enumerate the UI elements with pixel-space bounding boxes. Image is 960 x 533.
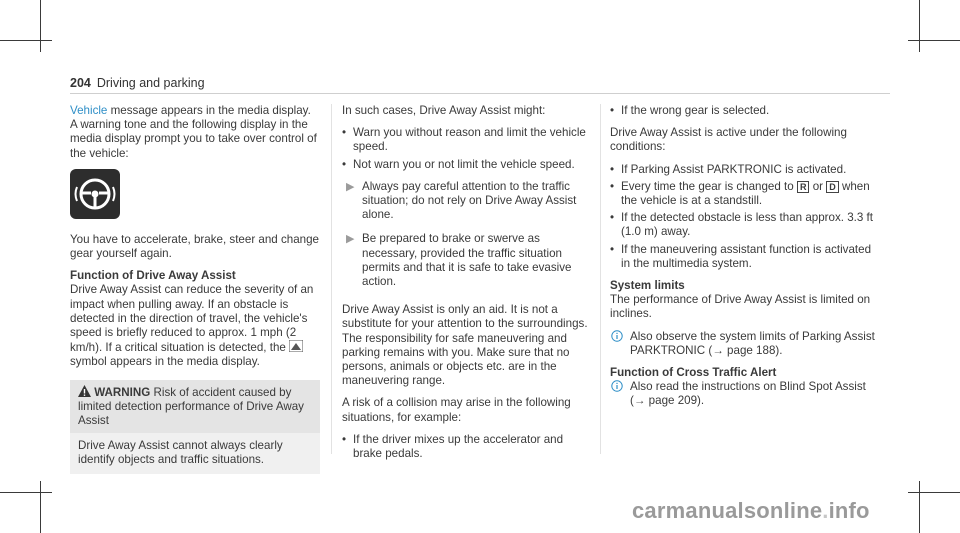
function-text-end: symbol appears in the media display. bbox=[70, 355, 260, 369]
column-divider bbox=[331, 104, 332, 454]
column-divider bbox=[600, 104, 601, 454]
column-3 bbox=[610, 104, 880, 415]
crop-mark bbox=[919, 0, 920, 52]
note-text: Also observe the system limits of Parking Assist PARKTRONIC (→ page 188). bbox=[630, 329, 875, 357]
list-item: • If the wrong gear is selected. bbox=[610, 104, 880, 118]
collision-paragraph: A risk of a collision may arise in the following situations, for example: bbox=[342, 396, 571, 424]
crop-mark bbox=[0, 40, 52, 41]
crop-mark bbox=[0, 492, 52, 493]
function-paragraph bbox=[70, 283, 320, 369]
cases-list bbox=[342, 126, 592, 172]
system-limits-paragraph: The performance of Drive Away Assist is limited on inclines. bbox=[610, 293, 871, 321]
tip-item bbox=[342, 232, 592, 289]
note-text: Also read the instructions on Blind Spot Assist (→ page 209). bbox=[630, 380, 866, 408]
note-item bbox=[610, 380, 880, 408]
crop-mark bbox=[919, 481, 920, 533]
list-item: • Not warn you or not limit the vehicle speed. bbox=[342, 158, 592, 172]
watermark bbox=[632, 498, 870, 524]
warning-box bbox=[70, 380, 320, 474]
collision-list-continued bbox=[610, 104, 880, 118]
cases-intro: In such cases, Drive Away Assist might: bbox=[342, 104, 546, 117]
info-icon bbox=[611, 380, 623, 392]
tip-text: Be prepared to brake or swerve as necessary, provided the traffic situation permits and that it is safe to take evasive action. bbox=[362, 232, 572, 289]
steering-wheel-warning-icon bbox=[70, 169, 120, 219]
list-item: • If the detected obstacle is less than approx. 3.3 ft (1.0 m) away. bbox=[610, 211, 880, 239]
watermark-dot: . bbox=[822, 498, 829, 523]
list-item: • If the driver mixes up the accelerator and brake pedals. bbox=[342, 433, 592, 461]
watermark-tld: info bbox=[828, 498, 870, 523]
info-icon bbox=[611, 330, 623, 342]
tip-item bbox=[342, 180, 592, 223]
list-item: • If Parking Assist PARKTRONIC is activated. bbox=[610, 163, 880, 177]
list-item: • If the maneuvering assistant function is activated in the multimedia system. bbox=[610, 243, 880, 271]
warning-title: Risk of accident caused by limited detection performance of Drive Away Assist bbox=[78, 385, 304, 428]
warning-body: Drive Away Assist cannot always clearly identify objects and traffic situations. bbox=[78, 439, 283, 467]
warning-header bbox=[70, 380, 320, 434]
gear-d-key: D bbox=[826, 181, 839, 193]
column-1 bbox=[70, 104, 320, 474]
tip-text: Always pay careful attention to the traffic situation; do not rely on Drive Away Assist alone. bbox=[362, 179, 577, 222]
cross-traffic-heading: Function of Cross Traffic Alert bbox=[610, 366, 777, 380]
function-heading: Function of Drive Away Assist bbox=[70, 269, 236, 283]
critical-situation-icon bbox=[289, 340, 303, 352]
condition-or: or bbox=[812, 179, 823, 193]
list-item bbox=[610, 180, 880, 208]
intro-text: message appears in the media display. A warning tone and the following display in the media display prompt you to take over control of the vehicle: bbox=[70, 104, 317, 160]
arrow-right-icon: ▶ bbox=[346, 233, 355, 246]
aid-paragraph: Drive Away Assist is only an aid. It is not a substitute for your attention to the surroundings. The responsibility for safe maneuvering and parking remains with you. Make sure that no persons, animals or objects etc. are in the maneuvering range. bbox=[342, 303, 588, 388]
list-item: • Warn you without reason and limit the vehicle speed. bbox=[342, 126, 592, 154]
page-number: 204 bbox=[70, 76, 91, 90]
crop-mark bbox=[908, 40, 960, 41]
crop-mark bbox=[40, 0, 41, 52]
collision-list bbox=[342, 433, 592, 461]
vehicle-link[interactable]: Vehicle bbox=[70, 104, 108, 117]
condition-text: Every time the gear is changed to bbox=[621, 179, 794, 193]
arrow-right-icon: ▶ bbox=[346, 180, 355, 193]
condition-text: when the vehicle is at a standstill. bbox=[621, 179, 870, 208]
intro-paragraph bbox=[70, 104, 320, 161]
system-limits-heading: System limits bbox=[610, 279, 685, 293]
conditions-intro: Drive Away Assist is active under the following conditions: bbox=[610, 126, 847, 154]
section-title: Driving and parking bbox=[96, 76, 205, 90]
watermark-main: carmanualsonline bbox=[632, 498, 823, 523]
function-text: Drive Away Assist can reduce the severity of an impact when pulling away. If an obstacle is detected in the direction of travel, the vehicle's speed is briefly reduced to approx. 1 mph (2 km/h). If a critical situation is detected, the bbox=[70, 283, 314, 355]
warning-triangle-icon bbox=[78, 385, 91, 397]
column-2 bbox=[342, 104, 592, 469]
page-header bbox=[70, 76, 205, 90]
warning-label: WARNING bbox=[94, 385, 151, 399]
gear-r-key: R bbox=[797, 181, 810, 193]
header-rule bbox=[70, 93, 890, 94]
crop-mark bbox=[40, 481, 41, 533]
conditions-list bbox=[610, 163, 880, 271]
note-item bbox=[610, 330, 880, 358]
crop-mark bbox=[908, 492, 960, 493]
take-over-paragraph: You have to accelerate, brake, steer and change gear yourself again. bbox=[70, 232, 320, 261]
